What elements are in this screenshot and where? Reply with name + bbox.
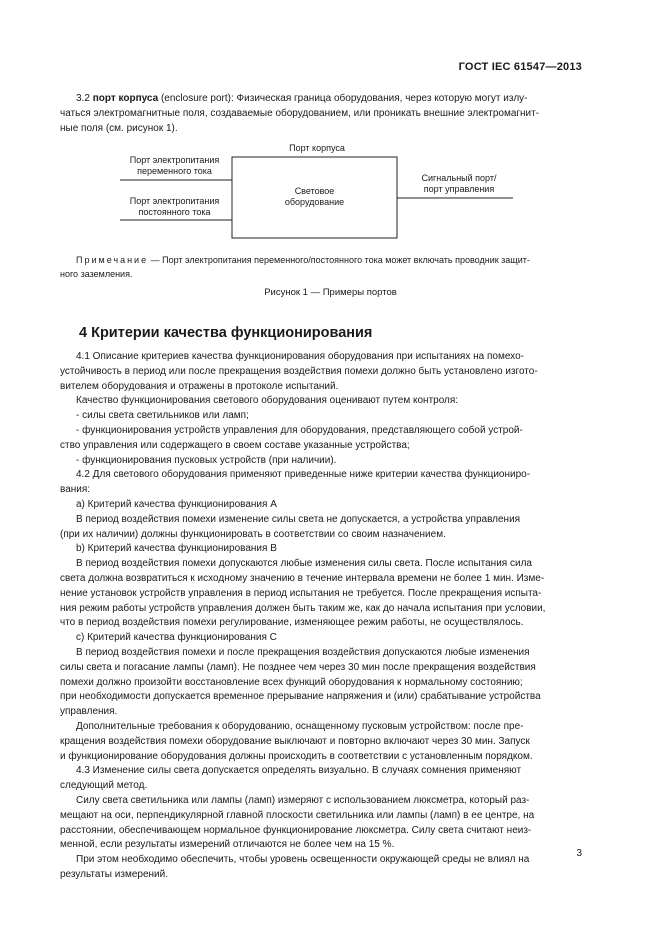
body-line: управления.: [60, 706, 118, 718]
body-line: При этом необходимо обеспечить, чтобы уровень освещенности окружающей среды не влиял на: [76, 854, 530, 866]
clause-3-2-line-2: чаться электромагнитные поля, создаваемые оборудованием, или проникать внешние электромагнит-: [60, 107, 540, 119]
body-line: кращения воздействия помехи оборудование выключают и повторно включают через 30 мин. Запуск: [60, 735, 530, 747]
document-header: ГОСТ IEC 61547—2013: [458, 61, 582, 73]
body-line: 4.1 Описание критериев качества функционирования оборудования при испытаниях на помехо-: [76, 351, 524, 362]
body-line: устойчивость в период или после прекращения воздействия помехи должно быть установлено изгото-: [60, 365, 538, 377]
note-heading: Примечание: [76, 255, 149, 265]
clause-term: порт корпуса: [92, 93, 159, 104]
page-number: 3: [576, 848, 582, 859]
body-line: при необходимости допускается временное прерывание напряжения и (или) срабатывание устройства: [60, 691, 541, 703]
dc-port-label-line-2: постоянного тока: [138, 207, 211, 217]
body-line: (при их наличии) должны функционировать в соответствии со своим назначением.: [60, 528, 446, 540]
section-title: 4 Критерии качества функционирования: [79, 325, 373, 341]
clause-3-2-line-3: ные поля (см. рисунок 1).: [60, 122, 178, 134]
body-line: ство управления или содержащего в своем составе указанные устройства;: [60, 439, 410, 451]
body-line: а) Критерий качества функционирования А: [76, 498, 277, 510]
body-line: вания:: [60, 484, 91, 496]
body-line: - функционирования устройств управления для оборудования, представляющего собой устрой-: [76, 424, 523, 436]
body-line: Дополнительные требования к оборудованию, оснащенному пусковым устройством: после пре-: [76, 720, 524, 732]
signal-port-label-line-1: Сигнальный порт/: [421, 173, 497, 183]
body-line: В период воздействия помехи и после прекращения воздействия допускаются любые изменения: [76, 646, 530, 658]
body-line: Качество функционирования светового оборудования оценивают путем контроля:: [76, 395, 459, 407]
body-line: вителем оборудования и отражены в протоколе испытаний.: [60, 380, 339, 392]
body-line: ния режим работы устройств управления должен быть таким же, как до начала испытания при условии,: [60, 602, 546, 614]
body-line: результаты измерений.: [60, 868, 168, 880]
body-line: помехи должно произойти восстановление всех функций оборудования к нормальному состоянию;: [60, 676, 523, 688]
note-text-line-1: — Порт электропитания переменного/постоянного тока может включать проводник защит-: [150, 255, 530, 265]
enclosure-port-label: Порт корпуса: [289, 143, 345, 153]
body-line: 4.2 Для светового оборудования применяют приведенные ниже критерии качества функциониро-: [76, 469, 531, 481]
note-text-line-2: ного заземления.: [60, 269, 133, 279]
body-line: с) Критерий качества функционирования С: [76, 632, 277, 644]
ac-port-label-line-2: переменного тока: [137, 166, 212, 176]
body-line: b) Критерий качества функционирования В: [76, 543, 277, 555]
body-line: - функционирования пусковых устройств (при наличии).: [76, 454, 337, 466]
body-line: что в период воздействия помехи регулирование, изменяющее режим работы, не осуществлялось.: [60, 617, 524, 629]
signal-port-label-line-2: порт управления: [423, 184, 495, 194]
clause-number: 3.2: [76, 93, 90, 104]
ports-diagram: [0, 0, 661, 250]
body-line: расстоянии, обеспечивающем нормальное функционирование люксметра. Силу света считают неиз-: [60, 824, 532, 836]
section-4-body: [60, 350, 582, 883]
dc-port-label: [112, 196, 237, 218]
body-line: нение установок устройств управления в период испытания не требуется. После прекращения испыта-: [60, 587, 542, 599]
figure-note: [60, 253, 582, 281]
equipment-label-line-2: оборудование: [284, 197, 345, 207]
signal-port-label: [405, 173, 513, 195]
body-line: менной, если результаты измерений отличаются не более чем на 15 %.: [60, 839, 395, 851]
body-line: света должна возвратиться к исходному значению в течение интервала времени не более 1 мин. Изме-: [60, 572, 545, 584]
body-line: - силы света светильников или ламп;: [76, 410, 249, 422]
ac-port-label: [112, 155, 237, 177]
equipment-label: [262, 186, 367, 208]
body-line: В период воздействия помехи допускаются любые изменения силы света. После испытания сила: [76, 558, 532, 570]
body-line: силы света и погасание лампы (ламп). Не позднее чем через 30 мин после прекращения воздействия: [60, 661, 536, 673]
body-line: 4.3 Изменение силы света допускается определять визуально. В случаях сомнения применяют: [76, 765, 522, 777]
equipment-label-line-1: Световое: [294, 186, 335, 196]
body-line: Силу света светильника или лампы (ламп) измеряют с использованием люксметра, который раз-: [76, 794, 530, 806]
body-line: и функционирование оборудования должны происходить в соответствии с установленным порядком.: [60, 750, 533, 762]
figure-caption: Рисунок 1 — Примеры портов: [264, 287, 397, 298]
body-line: следующий метод.: [60, 780, 148, 792]
clause-definition-start: (enclosure port): Физическая граница оборудования, через которую могут излу-: [160, 93, 528, 104]
body-line: мещают на оси, перпендикулярной главной плоскости светильника или лампы (ламп) в ее центре, на: [60, 809, 535, 821]
ac-port-label-line-1: Порт электропитания: [129, 155, 220, 165]
dc-port-label-line-1: Порт электропитания: [129, 196, 220, 206]
body-line: В период воздействия помехи изменение силы света не допускается, а устройства управления: [76, 513, 521, 525]
